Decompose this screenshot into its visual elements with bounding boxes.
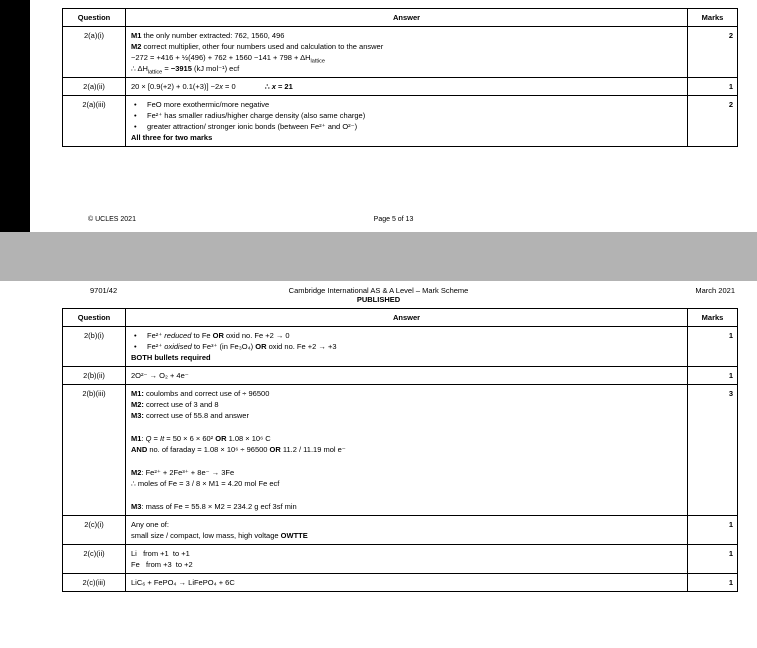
answer-line bbox=[131, 352, 682, 363]
text-segment: 2O²⁻ → O₂ + 4e⁻ bbox=[131, 371, 189, 380]
answer-bullet-line bbox=[131, 341, 682, 352]
answer-line bbox=[131, 52, 682, 63]
text-segment: correct use of 3 and 8 bbox=[143, 400, 219, 409]
text-segment: 11.2 / 11.19 mol e⁻ bbox=[280, 445, 346, 454]
page-number: Page 5 of 13 bbox=[373, 216, 414, 223]
text-segment: : mass of Fe = 55.8 × M2 = 234.2 g ecf 3sf min bbox=[141, 502, 297, 511]
text-segment: LiC₆ + FePO₄ → LiFePO₄ + 6C bbox=[131, 578, 235, 587]
text-segment: coulombs and correct use of ÷ 96500 bbox=[143, 389, 270, 398]
text-segment bbox=[236, 82, 265, 91]
table-row bbox=[63, 385, 738, 516]
text-segment: correct use of 55.8 and answer bbox=[143, 411, 249, 420]
published-label: PUBLISHED bbox=[356, 295, 401, 304]
question-cell: 2(a)(i) bbox=[63, 27, 126, 78]
answer-line bbox=[131, 519, 682, 530]
text-segment: x bbox=[271, 82, 276, 91]
text-segment: = 21 bbox=[275, 82, 293, 91]
table-row bbox=[63, 27, 738, 78]
answer-cell bbox=[126, 27, 688, 78]
document-title: Cambridge International AS & A Level – Mark Scheme bbox=[288, 286, 469, 295]
bullet-icon: • bbox=[134, 122, 137, 131]
text-segment: M1: bbox=[131, 389, 144, 398]
table-header-row bbox=[63, 309, 738, 327]
marks-cell: 2 bbox=[688, 96, 738, 147]
answer-line bbox=[131, 132, 682, 143]
text-segment: −3915 bbox=[170, 64, 192, 73]
bullet-icon: • bbox=[134, 331, 137, 340]
text-segment: It bbox=[160, 434, 165, 443]
marks-cell: 1 bbox=[688, 545, 738, 574]
question-cell: 2(c)(iii) bbox=[63, 574, 126, 592]
text-segment: greater attraction/ stronger ionic bonds (between Fe²⁺ and O²⁻) bbox=[147, 122, 358, 131]
bullet-icon: • bbox=[134, 342, 137, 351]
column-header-marks: Marks bbox=[688, 309, 738, 327]
table-row bbox=[63, 96, 738, 147]
text-segment: Li from +1 to +1 bbox=[131, 549, 190, 558]
question-cell: 2(b)(ii) bbox=[63, 367, 126, 385]
text-segment: OR bbox=[215, 434, 227, 443]
text-segment: oxidised bbox=[164, 342, 192, 351]
text-segment: OWTTE bbox=[280, 531, 308, 540]
marks-cell: 3 bbox=[688, 385, 738, 516]
question-cell: 2(a)(iii) bbox=[63, 96, 126, 147]
text-segment: 20 × [0.9(+2) + 0.1(+3)] −2 bbox=[131, 82, 220, 91]
text-segment: oxid no. Fe +2 → 0 bbox=[223, 331, 290, 340]
mark-scheme-table bbox=[62, 308, 738, 592]
text-segment: : bbox=[141, 434, 146, 443]
answer-line bbox=[131, 421, 682, 433]
answer-line bbox=[131, 41, 682, 52]
text-segment: Fe²⁺ bbox=[147, 342, 165, 351]
answer-bullet-line bbox=[131, 99, 682, 110]
text-segment: = bbox=[162, 64, 171, 73]
text-segment: = 50 × 6 × 60² bbox=[164, 434, 216, 443]
text-segment: ∴ bbox=[264, 82, 272, 91]
text-segment: oxid no. Fe +2 → +3 bbox=[266, 342, 337, 351]
text-segment: lattice bbox=[147, 69, 163, 76]
text-segment: OR bbox=[212, 331, 224, 340]
text-segment: ∴ moles of Fe = 3 / 8 × M1 = 4.20 mol Fe ecf bbox=[131, 479, 280, 488]
column-header-answer: Answer bbox=[126, 9, 688, 27]
text-segment: −272 = +416 + ½(496) + 762 + 1560 −141 + 798 + ΔH bbox=[131, 53, 311, 62]
answer-line bbox=[131, 444, 682, 455]
page-gap bbox=[0, 232, 757, 281]
text-segment: the only number extracted: 762, 1560, 496 bbox=[141, 31, 285, 40]
table-row bbox=[63, 367, 738, 385]
text-segment: = 0 bbox=[222, 82, 236, 91]
answer-line bbox=[131, 530, 682, 541]
text-segment: OR bbox=[255, 342, 267, 351]
marks-cell: 1 bbox=[688, 367, 738, 385]
answer-line bbox=[131, 81, 682, 92]
text-segment: OR bbox=[269, 445, 281, 454]
answer-cell bbox=[126, 516, 688, 545]
text-segment: M3: bbox=[131, 411, 144, 420]
bullet-icon: • bbox=[134, 100, 137, 109]
answer-line bbox=[131, 489, 682, 501]
text-segment: 1.08 × 10⁶ C bbox=[226, 434, 271, 443]
page-5 bbox=[30, 0, 757, 232]
column-header-answer: Answer bbox=[126, 309, 688, 327]
answer-cell bbox=[126, 574, 688, 592]
answer-line bbox=[131, 433, 682, 444]
text-segment: Fe from +3 to +2 bbox=[131, 560, 193, 569]
table-row bbox=[63, 78, 738, 96]
text-segment: reduced bbox=[164, 331, 192, 340]
marks-cell: 1 bbox=[688, 516, 738, 545]
text-segment: M2 bbox=[131, 468, 142, 477]
marks-cell: 1 bbox=[688, 574, 738, 592]
answer-line bbox=[131, 548, 682, 559]
answer-cell bbox=[126, 78, 688, 96]
answer-line bbox=[131, 370, 682, 381]
text-segment: M1 bbox=[131, 434, 142, 443]
text-segment: to Fe bbox=[191, 331, 213, 340]
answer-cell bbox=[126, 385, 688, 516]
answer-bullet-line bbox=[131, 121, 682, 132]
viewer-black-strip bbox=[0, 0, 30, 232]
question-cell: 2(c)(i) bbox=[63, 516, 126, 545]
question-cell: 2(c)(ii) bbox=[63, 545, 126, 574]
answer-line bbox=[131, 410, 682, 421]
text-segment: All three for two marks bbox=[131, 133, 213, 142]
question-cell: 2(b)(iii) bbox=[63, 385, 126, 516]
question-cell: 2(a)(ii) bbox=[63, 78, 126, 96]
marks-cell: 1 bbox=[688, 78, 738, 96]
answer-line bbox=[131, 559, 682, 570]
answer-line bbox=[131, 478, 682, 489]
question-cell: 2(b)(i) bbox=[63, 327, 126, 367]
text-segment: Fe²⁺ bbox=[147, 331, 165, 340]
page-6 bbox=[0, 281, 757, 648]
text-segment: AND bbox=[131, 445, 148, 454]
text-segment: M2 bbox=[131, 42, 142, 51]
answer-line bbox=[131, 388, 682, 399]
marks-cell: 2 bbox=[688, 27, 738, 78]
text-segment: : Fe²⁺ + 2Fe³⁺ + 8e⁻ → 3Fe bbox=[141, 468, 235, 477]
text-segment: Q bbox=[145, 434, 152, 443]
text-segment: lattice bbox=[310, 58, 325, 65]
text-segment: x bbox=[219, 82, 223, 91]
mark-scheme-table bbox=[62, 8, 738, 147]
text-segment: to Fe³⁺ (in Fe₃O₄) bbox=[191, 342, 256, 351]
text-segment: = bbox=[151, 434, 160, 443]
table-row bbox=[63, 545, 738, 574]
text-segment: FeO more exothermic/more negative bbox=[147, 100, 270, 109]
text-segment: small size / compact, low mass, high voltage bbox=[131, 531, 281, 540]
answer-line bbox=[131, 501, 682, 512]
exam-date: March 2021 bbox=[695, 286, 735, 295]
text-segment: no. of faraday = 1.08 × 10⁶ ÷ 96500 bbox=[147, 445, 270, 454]
text-segment: ∴ ΔH bbox=[131, 64, 148, 73]
answer-line bbox=[131, 467, 682, 478]
paper-code: 9701/42 bbox=[90, 286, 118, 295]
text-segment: M3 bbox=[131, 502, 142, 511]
header-center bbox=[0, 286, 757, 304]
text-segment: Any one of: bbox=[131, 520, 169, 529]
text-segment: (kJ mol⁻¹) ecf bbox=[191, 64, 240, 73]
answer-line bbox=[131, 30, 682, 41]
text-segment: Fe²⁺ has smaller radius/higher charge density (also same charge) bbox=[147, 111, 366, 120]
answer-bullet-line bbox=[131, 110, 682, 121]
copyright-text: © UCLES 2021 bbox=[88, 216, 136, 223]
answer-cell bbox=[126, 367, 688, 385]
answer-line bbox=[131, 455, 682, 467]
table-row bbox=[63, 327, 738, 367]
table-row bbox=[63, 574, 738, 592]
text-segment: BOTH bullets required bbox=[131, 353, 211, 362]
marks-cell: 1 bbox=[688, 327, 738, 367]
column-header-marks: Marks bbox=[688, 9, 738, 27]
answer-line bbox=[131, 399, 682, 410]
answer-cell bbox=[126, 327, 688, 367]
column-header-question: Question bbox=[63, 9, 126, 27]
text-segment: correct multiplier, other four numbers used and calculation to the answer bbox=[141, 42, 384, 51]
column-header-question: Question bbox=[63, 309, 126, 327]
answer-cell bbox=[126, 96, 688, 147]
bullet-icon: • bbox=[134, 111, 137, 120]
answer-line bbox=[131, 577, 682, 588]
table-header-row bbox=[63, 9, 738, 27]
answer-line bbox=[131, 63, 682, 74]
text-segment: M2: bbox=[131, 400, 144, 409]
answer-cell bbox=[126, 545, 688, 574]
answer-bullet-line bbox=[131, 330, 682, 341]
text-segment: M1 bbox=[131, 31, 142, 40]
table-row bbox=[63, 516, 738, 545]
